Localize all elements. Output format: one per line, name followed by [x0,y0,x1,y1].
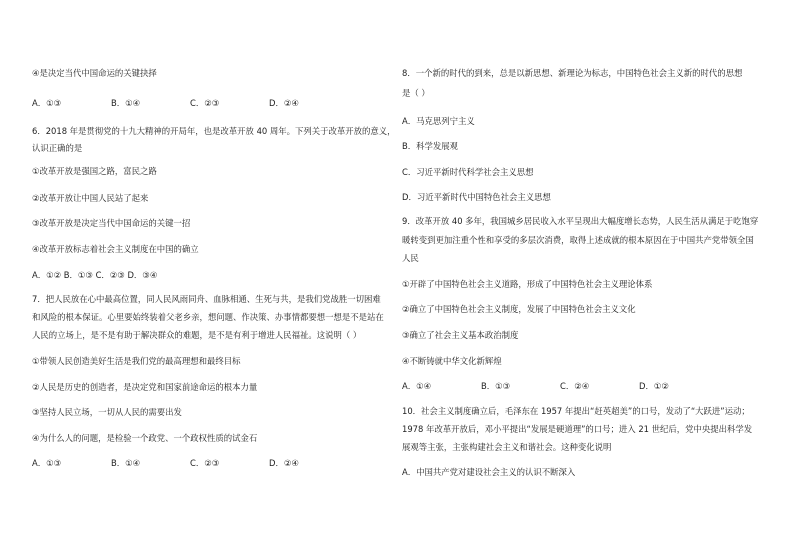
q9-statement-1: ①开辟了中国特色社会主义道路，形成了中国特色社会主义理论体系 [402,279,653,289]
q6-stem-line-2: 认识正确的是 [32,143,83,153]
q6-stem-line-1: 6．2018 年是贯彻党的十九大精神的开局年，也是改革开放 40 周年。下列关于改革开放的意义， [32,126,396,136]
q7-option-c: C．②③ [190,458,220,468]
q9-option-d: D．①② [639,381,669,391]
q9-stem-line-2: 暖转变到更加注重个性和享受的多层次消费，取得上述成就的根本原因在于中国共产党带领全国 [402,235,754,245]
q9-option-a: A．①④ [402,381,432,391]
q9-stem-line-1: 9．改革开放 40 多年，我国城乡居民收入水平呈现出大幅度增长态势，人民生活从满足于吃饱穿 [402,216,759,226]
q7-statement-1: ①带领人民创造美好生活是我们党的最高理想和最终目标 [32,356,241,366]
q6-options: A．①② B．①③ C．②③ D．③④ [32,270,158,280]
q5-options [32,98,299,109]
q8-option-c: C．习近平新时代科学社会主义思想 [402,167,534,177]
q5-option-a: A．①③ [32,98,62,108]
q7-statement-4: ④为什么人的问题，是检验一个政党、一个政权性质的试金石 [32,433,258,443]
q8-option-a: A．马克思列宁主义 [402,116,475,126]
q7-option-d: D．②④ [269,458,299,468]
q10-stem-line-2: 1978 年改革开放后，邓小平提出“发展是硬道理”的口号；进入 21 世纪后，党中央提出科学发 [402,424,753,434]
q9-option-c: C．②④ [560,381,590,391]
q7-statement-3: ③坚持人民立场，一切从人民的需要出发 [32,407,182,417]
q8-stem-line-1: 8．一个新的时代的到来，总是以新思想、新理论为标志，中国特色社会主义新的时代的思想 [402,68,743,78]
q7-options [32,458,299,469]
q9-statement-2: ②确立了中国特色社会主义制度，发展了中国特色社会主义文化 [402,304,636,314]
q7-stem-line-1: 7．把人民放在心中最高位置，同人民风雨同舟、血脉相通、生死与共，是我们党战胜一切困难 [32,294,381,304]
q6-statement-3: ③改革开放是决定当代中国命运的关键一招 [32,218,191,228]
q5-option-d: D．②④ [269,98,299,108]
q5-option-b: B．①④ [111,98,141,108]
q7-stem-line-2: 和风险的根本保证。心里要始终装着父老乡亲，想问题、作决策、办事情都要想一想是不是站在 [32,312,384,322]
q6-statement-2: ②改革开放让中国人民站了起来 [32,193,149,203]
q9-option-b: B．①③ [481,381,511,391]
q5-statement-4: ④是决定当代中国命运的关键抉择 [32,68,157,78]
q6-statement-1: ①改革开放是强国之路，富民之路 [32,166,157,176]
q10-stem-line-3: 展观等主张，主张构建社会主义和谐社会。这种变化说明 [402,442,612,452]
q10-stem-line-1: 10．社会主义制度确立后，毛泽东在 1957 年提出“赶英超美”的口号，发动了“大跃进”运动； [402,406,750,416]
q9-stem-line-3: 人民 [402,253,419,263]
q7-statement-2: ②人民是历史的创造者，是决定党和国家前途命运的根本力量 [32,382,258,392]
q7-option-b: B．①④ [111,458,141,468]
q9-statement-3: ③确立了社会主义基本政治制度 [402,330,519,340]
q8-stem-line-2: 是（ ） [402,88,430,98]
q5-option-c: C．②③ [190,98,220,108]
q9-options [402,381,669,392]
q10-option-a: A．中国共产党对建设社会主义的认识不断深入 [402,467,576,477]
q7-stem-line-3: 人民的立场上，是不是有助于解决群众的难题，是不是有利于增进人民福祉。这说明（ ） [32,330,362,340]
q7-option-a: A．①③ [32,458,62,468]
q9-statement-4: ④不断铸就中华文化新辉煌 [402,356,502,366]
q6-statement-4: ④改革开放标志着社会主义制度在中国的确立 [32,244,199,254]
q8-option-b: B．科学发展观 [402,141,458,151]
q8-option-d: D．习近平新时代中国特色社会主义思想 [402,192,551,202]
